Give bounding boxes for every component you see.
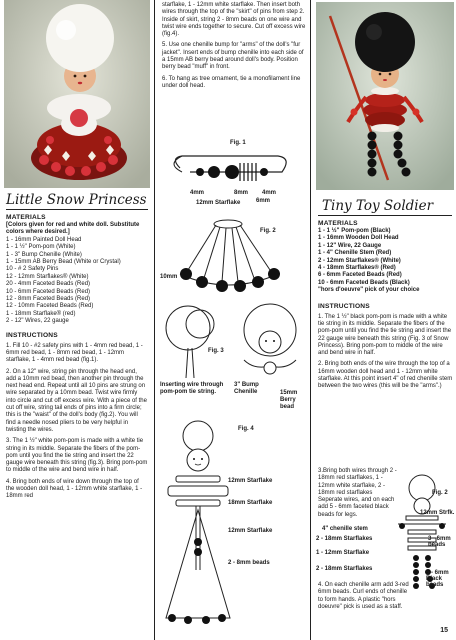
- title-divider: [318, 215, 452, 216]
- fig2-label-red-beads: 3 - 6mm beads: [428, 536, 451, 548]
- list-item: 12 - 10mm Faceted Beads (Red): [6, 303, 94, 310]
- list-item: 2 - 12mm Starflakes® (White): [318, 257, 401, 264]
- fig3-label-inserting-wire: Inserting wire through pom-pom tie string.: [160, 382, 224, 395]
- figure-2-soldier: [316, 470, 456, 600]
- figure-2-label: Fig. 2: [260, 228, 276, 234]
- list-item: 10 - 6mm Faceted Beads (Black): [318, 279, 410, 286]
- list-item: 6 - 6mm Faceted Beads (Red): [318, 272, 402, 279]
- list-item: 10 - 6mm Faceted Beads (Red): [6, 288, 91, 295]
- step-1: 1. Fill 10 - #2 safety pins with 1 - 4mm red bead, 1 - 6mm red bead, 1 - 8mm red bead, 1 - 12mm starflake, 1 - 4mm red bead (fig.1).: [6, 342, 143, 364]
- safety-pin-diagram: [160, 150, 306, 196]
- fig3-label-berry-bead: 15mm Berry bead: [280, 390, 298, 410]
- list-item: 1 - 1 ½" Pom-pom (Black): [318, 228, 391, 234]
- figure-3: [160, 300, 306, 416]
- fig2-label-18mm-top: 2 - 18mm Starflakes: [316, 536, 373, 542]
- fig2-label-18mm-bottom: 2 - 18mm Starflakes: [316, 566, 373, 572]
- list-item: 2 - 12" Wires, 22 gauge: [6, 318, 69, 325]
- step-2: 2. On a 12" wire, string pin through the head end, add a 10mm red bead, then another pin through the next head end. Repeat until all 10 pins are strung on wire separated by a 10mm bead. Twist wire firmly into circle and cut off excess wire. With a piece of the cut off wire, string tail ends of pins into a firm circle; this is the "waist" of the doll's body (fig.2). You will find a needle nosed pliers to be very helpful in twisting the wires.: [6, 368, 147, 433]
- fig1-label-8mm: 8mm: [234, 190, 249, 196]
- figure-2: [160, 212, 306, 298]
- fig4-label-12mm-bottom: 12mm Starflake: [228, 528, 273, 534]
- fig4-label-18mm: 18mm Starflake: [228, 500, 273, 506]
- toy-soldier-title: Tiny Toy Soldier: [322, 198, 434, 214]
- step-3: 3.Bring both wires through 2 - 18mm red starflakes, 1 - 12mm white starflake, 2 - 18mm red starflakes Seperate wires, and on each add 5 - 6mm faceted black beads for legs.: [318, 468, 397, 518]
- list-item: 1 - 18mm Starflake® (red): [6, 310, 76, 317]
- fig1-label-6mm: 6mm: [256, 198, 271, 204]
- figure-1-label: Fig. 1: [230, 140, 246, 146]
- list-item: 20 - 4mm Faceted Beads (Red): [6, 281, 91, 288]
- step-1: 1. The 1 ½" black pom-pom is made with a white tie string in its middle. Separate the fibers of the pom-pom until you find the tie string and insert the 22 gauge wire beneath this string (Fig. 3 of Snow Princess). Bring pom-pom to middle of the wire and bend wire in half.: [318, 313, 452, 357]
- list-item: 1 - 4" Chenille Stem (Red): [318, 250, 392, 257]
- pom-pom-diagram: [160, 300, 306, 380]
- steps-continued: [162, 2, 306, 94]
- materials-list: [6, 237, 148, 326]
- list-item: 12 - 12mm Starflakes® (White): [6, 273, 89, 280]
- fig2-label-12mm: 1 - 12mm Starflake: [316, 550, 370, 556]
- step-4: 4. Bring both ends of wire down through the top of the wooden doll head, 1 - 12mm white starflake, 1 - 18mm red: [6, 478, 143, 500]
- skirt-diagram: [172, 212, 302, 296]
- assembly-diagram: [162, 420, 242, 630]
- instructions-heading: INSTRUCTIONS: [318, 302, 370, 310]
- fig4-label-12mm-top: 12mm Starflake: [228, 478, 273, 484]
- materials-list: [318, 228, 454, 295]
- list-item: 12 - 8mm Faceted Beads (Red): [6, 296, 91, 303]
- list-item: "hors d'oeuvre" pick of your choice: [318, 287, 420, 294]
- page-number: 15: [440, 627, 448, 634]
- step-4-continued: starflake, 1 - 12mm white starflake. Then insert both wires through the top of the "skirt" of pins from step 2. Inside of skirt, string 2 - 8mm beads on one wire and twist wire ends together to secure. Cut off excess wire (fig.4).: [162, 2, 306, 38]
- fig2-label-12mm-strfk: 12mm Strfk.: [420, 510, 455, 516]
- column-divider-right: [310, 0, 311, 640]
- toy-soldier-photo: [316, 2, 454, 190]
- fig2-label-chenille-stem: 4" chenille stem: [322, 526, 368, 532]
- fig3-label-bump-chenille: 3" Bump Chenille: [234, 382, 259, 395]
- list-item: 1 - 12" Wire, 22 Gauge: [318, 242, 382, 249]
- snow-princess-photo: [4, 0, 150, 188]
- list-item: 10 - # 2 Safety Pins: [6, 266, 59, 273]
- fig1-label-starflake: 12mm Starflake: [196, 200, 241, 206]
- fig2-label-black-beads: 5 - 6mm Black beads: [426, 570, 449, 588]
- list-item: 4 - 18mm Starflakes® (Red): [318, 265, 396, 272]
- figure-1: [160, 138, 306, 210]
- materials-heading: MATERIALS: [318, 220, 358, 227]
- snow-princess-materials: [6, 214, 148, 505]
- step-4-block: [318, 582, 412, 615]
- step-3: 3. The 1 ½" white pom-pom is made with a white tie string in its middle. Separate the fibers of the pom-pom until you find the tie string and insert the 22 gauge wire beneath this string (fig.3). Bring pom-pom to middle of the wire and bend wire in half.: [6, 438, 148, 474]
- list-item: 1 - 3" Bump Chenille (White): [6, 251, 82, 258]
- step-2: 2. Bring both ends of the wire through the top of a 16mm wooden doll head and 1 - 12mm white starflake. At this point insert 4" of red chenille stem between the two wires (this will be the "arms".): [318, 361, 453, 390]
- step-5: 5. Use one chenille bump for "arms" of the doll's "fur jacket". Insert ends of bump chenille into each side of a 15mm AB berry bead around doll's body. Position berry bead "muff" in front.: [162, 42, 304, 71]
- figure-2-label: Fig. 2: [432, 490, 448, 496]
- column-divider-left: [154, 0, 155, 640]
- list-item: 1 - 16mm Wooden Doll Head: [318, 235, 399, 242]
- snow-princess-title: Little Snow Princess: [6, 192, 147, 208]
- title-divider: [6, 209, 148, 210]
- fig4-label-8mm-beads: 2 - 8mm beads: [228, 560, 270, 566]
- materials-heading: MATERIALS: [6, 214, 46, 221]
- toy-soldier-materials: [318, 220, 454, 395]
- fig1-label-4mm-a: 4mm: [190, 190, 205, 196]
- fig2-label-10mm: 10mm: [160, 274, 178, 280]
- figure-4-label: Fig. 4: [238, 426, 254, 432]
- instructions-heading: INSTRUCTIONS: [6, 331, 58, 339]
- step-6: 6. To hang as tree ornament, tie a monofilament line under doll head.: [162, 75, 301, 89]
- materials-note: [Colors given for red and white doll. Substitute colors where desired.]: [6, 222, 140, 236]
- fig1-label-4mm-b: 4mm: [262, 190, 277, 196]
- figure-3-label: Fig. 3: [208, 348, 224, 354]
- figure-4: [160, 420, 306, 632]
- list-item: 1 - 1 ½" Pom-pom (White): [6, 244, 76, 251]
- list-item: 1 - 16mm Painted Doll Head: [6, 236, 82, 243]
- list-item: 1 - 15mm AB Berry Bead (White or Crystal): [6, 259, 121, 266]
- step-4: 4. On each chenille arm add 3-red 6mm beads. Curl ends of chenille to form hands. A plastic "hors doeuvre" pick is used as a staff.: [318, 582, 409, 610]
